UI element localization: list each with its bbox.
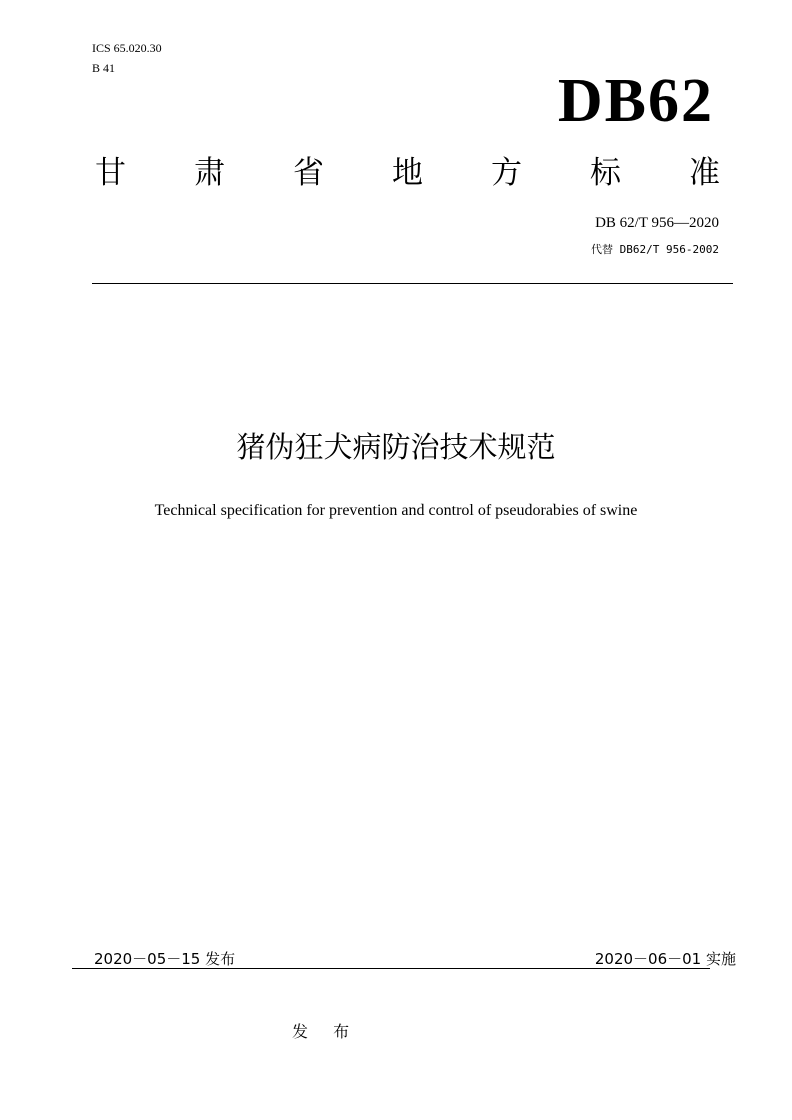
header-divider (92, 283, 733, 284)
issuer-line: 发 布 (292, 1022, 360, 1041)
implement-date: 2020－06－01 实施 (594, 950, 736, 968)
ics-code: ICS 65.020.30 (92, 41, 162, 55)
standard-type-char: 省 (293, 155, 324, 191)
document-title-chinese: 猪伪狂犬病防治技术规范 (236, 430, 556, 464)
document-title-english: Technical specification for prevention and control of pseudorabies of swine (154, 502, 638, 519)
ccs-code: B 41 (92, 61, 116, 75)
replaces-standard: 代替 DB62/T 956-2002 (591, 243, 719, 256)
standard-type-char: 地 (392, 155, 423, 191)
standard-type-char: 准 (689, 155, 720, 191)
standard-code-logo: DB62 (557, 67, 714, 135)
publish-date: 2020－05－15 发布 (94, 950, 236, 968)
standard-type-char: 方 (491, 155, 522, 191)
standard-type-char: 标 (590, 155, 621, 191)
footer-divider (72, 968, 710, 969)
standard-type-title (95, 153, 720, 193)
classification-codes (92, 40, 162, 80)
standard-number: DB 62/T 956—2020 (595, 215, 719, 231)
standard-type-char: 甘 (95, 155, 126, 191)
standard-type-char: 肃 (194, 155, 225, 191)
